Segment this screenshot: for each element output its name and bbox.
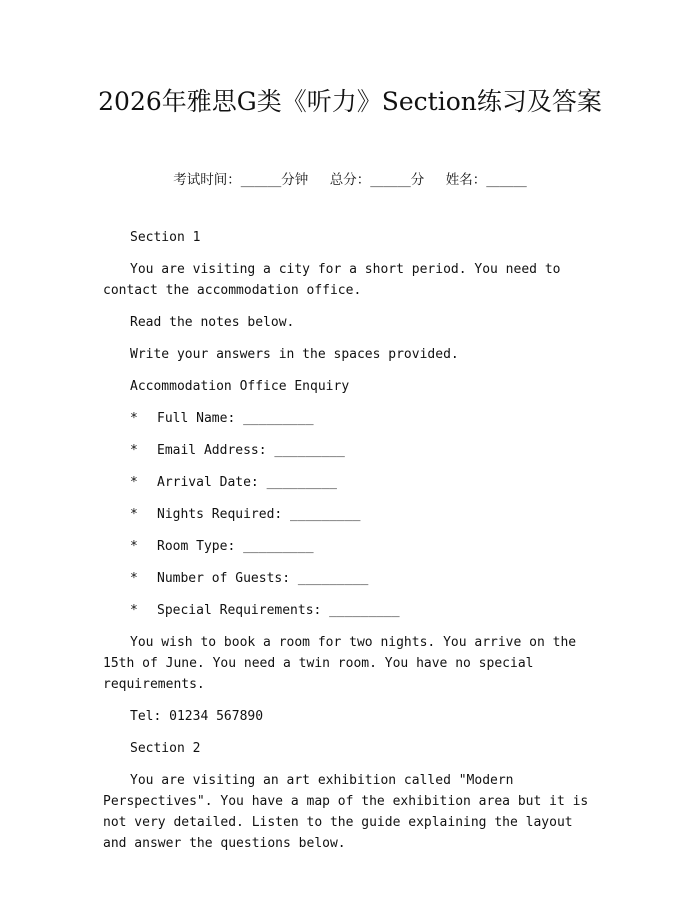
bullet-star-icon: * bbox=[130, 603, 138, 618]
field-label: Nights Required: _________ bbox=[157, 507, 361, 522]
document-body bbox=[103, 227, 600, 865]
form-field-full-name bbox=[103, 408, 600, 429]
field-label: Room Type: _________ bbox=[157, 539, 314, 554]
form-field-email bbox=[103, 440, 600, 461]
field-label: Special Requirements: _________ bbox=[157, 603, 400, 618]
read-notes-instruction: Read the notes below. bbox=[130, 315, 295, 330]
field-label: Full Name: _________ bbox=[157, 411, 314, 426]
section2-heading: Section 2 bbox=[130, 741, 201, 756]
bullet-star-icon: * bbox=[130, 411, 138, 426]
field-label: Email Address: _________ bbox=[157, 443, 345, 458]
field-label: Arrival Date: _________ bbox=[157, 475, 338, 490]
section2-intro: You are visiting an art exhibition called "Modern Perspectives". You have a map of the exhibition area but it is not very detailed. Listen to the guide explaining the layout and answer the questions below. bbox=[103, 773, 597, 851]
form-field-special-requirements bbox=[103, 600, 600, 621]
bullet-star-icon: * bbox=[130, 443, 138, 458]
bullet-star-icon: * bbox=[130, 539, 138, 554]
form-field-room-type bbox=[103, 536, 600, 557]
write-answers-instruction: Write your answers in the spaces provided. bbox=[130, 347, 459, 362]
bullet-star-icon: * bbox=[130, 507, 138, 522]
form-field-nights bbox=[103, 504, 600, 525]
exam-info-line: 考试时间：______分钟 总分：______分 姓名：______ bbox=[173, 172, 527, 188]
section1-heading: Section 1 bbox=[130, 230, 201, 245]
telephone-number: Tel: 01234 567890 bbox=[130, 709, 264, 724]
form-field-arrival-date bbox=[103, 472, 600, 493]
form-title: Accommodation Office Enquiry bbox=[130, 379, 350, 394]
form-field-guests bbox=[103, 568, 600, 589]
section1-scenario: You wish to book a room for two nights. You arrive on the 15th of June. You need a twin room. You have no special requirements. bbox=[103, 635, 584, 692]
field-label: Number of Guests: _________ bbox=[157, 571, 369, 586]
bullet-star-icon: * bbox=[130, 475, 138, 490]
document-title: 2026年雅思G类《听力》Section练习及答案 bbox=[98, 87, 602, 116]
section1-intro: You are visiting a city for a short period. You need to contact the accommodation office. bbox=[103, 262, 569, 298]
bullet-star-icon: * bbox=[130, 571, 138, 586]
